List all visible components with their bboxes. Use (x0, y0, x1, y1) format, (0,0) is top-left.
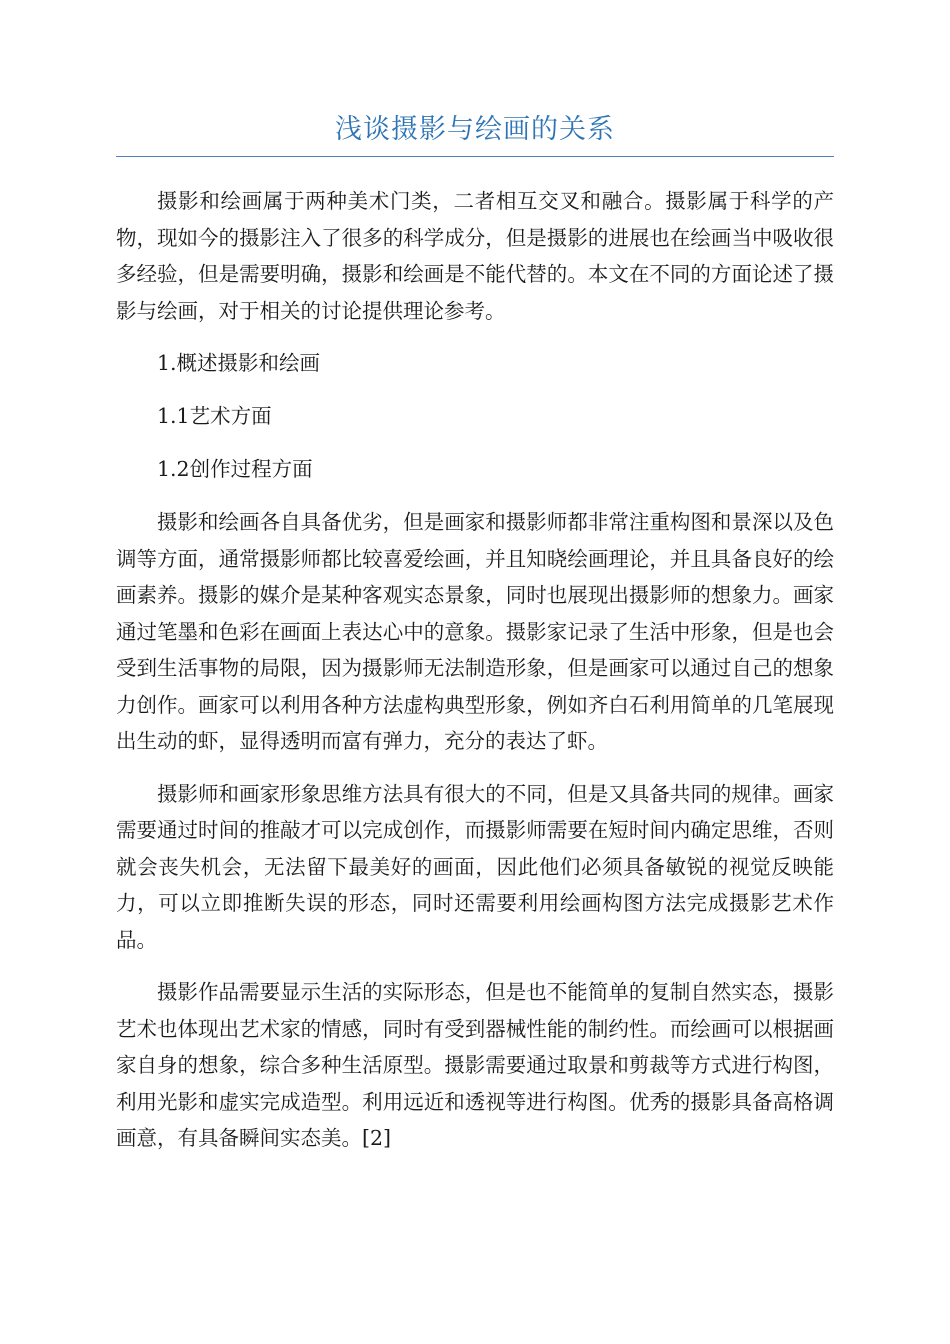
body-paragraph-2: 摄影师和画家形象思维方法具有很大的不同，但是又具备共同的规律。画家需要通过时间的推敲才可以完成创作，而摄影师需要在短时间内确定思维，否则就会丧失机会，无法留下最美好的画面，因此他们必须具备敏锐的视觉反映能力，可以立即推断失误的形态，同时还需要利用绘画构图方法完成摄影艺术作品。 (116, 781, 834, 952)
section-heading-1-2: 1.2创作过程方面 (157, 457, 313, 481)
body-paragraph-1: 摄影和绘画各自具备优劣，但是画家和摄影师都非常注重构图和景深以及色调等方面，通常摄影师都比较喜爱绘画，并且知晓绘画理论，并且具备良好的绘画素养。摄影的媒介是某种客观实态景象，同时也展现出摄影师的想象力。画家通过笔墨和色彩在画面上表达心中的意象。摄影家记录了生活中形象，但是也会受到生活事物的局限，因为摄影师无法制造形象，但是画家可以通过自己的想象力创作。画家可以利用各种方法虚构典型形象，例如齐白石利用简单的几笔展现出生动的虾，显得透明而富有弹力，充分的表达了虾。 (116, 510, 834, 753)
section-heading-1: 1.概述摄影和绘画 (157, 351, 321, 375)
section-heading-1-1: 1.1艺术方面 (157, 404, 272, 428)
body-paragraph-3: 摄影作品需要显示生活的实际形态，但是也不能简单的复制自然实态，摄影艺术也体现出艺术家的情感，同时有受到器械性能的制约性。而绘画可以根据画家自身的想象，综合多种生活原型。摄影需要通过取景和剪裁等方式进行构图，利用光影和虚实完成造型。利用远近和透视等进行构图。优秀的摄影具备高格调画意，有具备瞬间实态美。[2] (116, 980, 834, 1150)
intro-paragraph: 摄影和绘画属于两种美术门类，二者相互交叉和融合。摄影属于科学的产物，现如今的摄影注入了很多的科学成分，但是摄影的进展也在绘画当中吸收很多经验，但是需要明确，摄影和绘画是不能代替的。本文在不同的方面论述了摄影与绘画，对于相关的讨论提供理论参考。 (116, 189, 834, 323)
document-body (116, 183, 834, 1157)
document-title: 浅谈摄影与绘画的关系 (335, 114, 615, 145)
title-block (116, 112, 834, 157)
